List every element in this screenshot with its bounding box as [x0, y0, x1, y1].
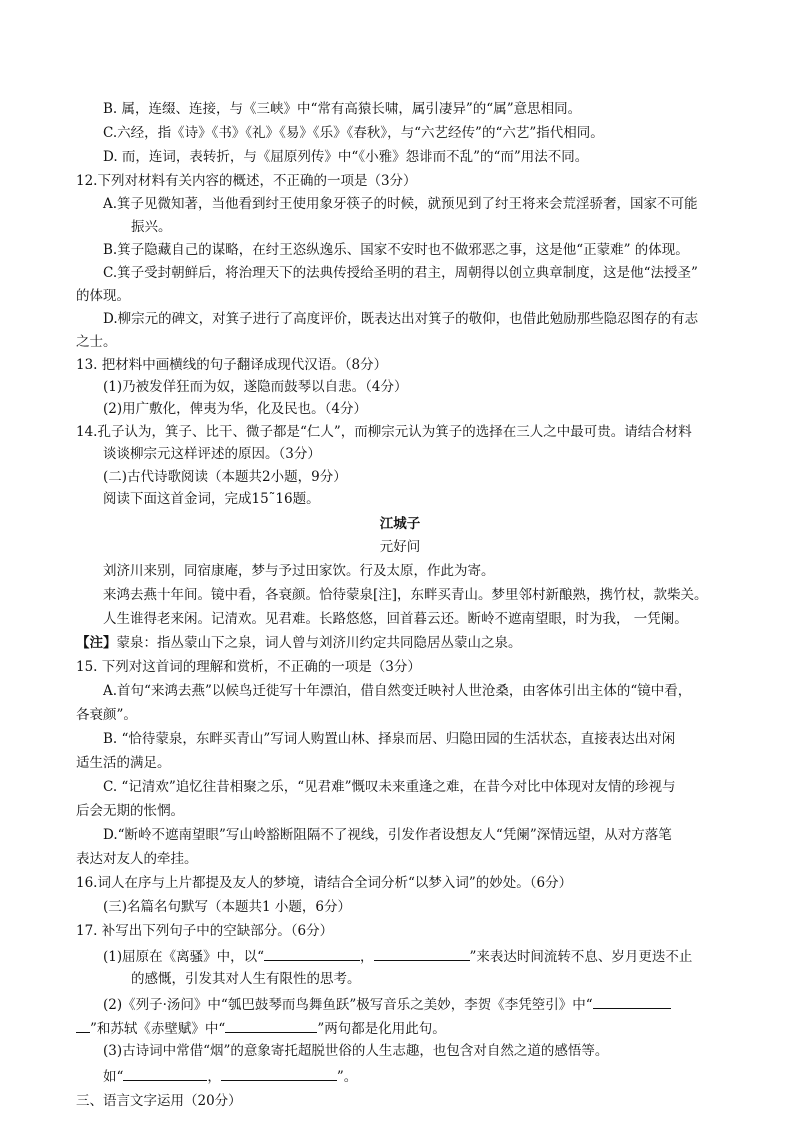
q14-stem-cont: 谈谈柳宗元这样评述的原因。（3分）	[103, 446, 321, 462]
q17-s3-prefix: 如“	[103, 1069, 124, 1085]
q17-stem: 17. 补写出下列句子中的空缺部分。（6分）	[76, 923, 334, 939]
fill-blank-5[interactable]	[123, 1066, 207, 1081]
fill-blank-1[interactable]	[264, 946, 360, 961]
q13-sentence-1: (1)乃被发佯狂而为奴，遂隐而鼓琴以自悲。（4分）	[103, 379, 408, 395]
q17-sentence-1	[103, 946, 692, 966]
q17-s3-suffix: ”。	[336, 1069, 358, 1085]
q11-option-c: C.六经，指《诗》《书》《礼》《易》《乐》《春秋》，与“六艺经传”的“六艺”指代相同。	[103, 125, 604, 141]
fill-blank-3-cont[interactable]	[76, 1018, 90, 1033]
q11-option-b: B. 属，连缀、连接，与《三峡》中“常有高猿长啸，属引凄异”的“属”意思相同。	[103, 101, 582, 117]
q17-s1-separator: ，	[360, 949, 374, 965]
q15-option-c-cont: 后会无期的怅惘。	[76, 803, 184, 819]
poem-title: 江城子	[379, 516, 421, 532]
q14-stem: 14.孔子认为，箕子、比干、微子都是“仁人”，而柳宗元认为箕子的选择在三人之中最可贵。请结合材料	[76, 424, 692, 440]
section-intro: 阅读下面这首金词，完成15˜16题。	[103, 491, 320, 507]
q13-sentence-2: (2)用广敷化，俾夷为华，化及民也。（4分）	[103, 401, 367, 417]
q12-option-d: D.柳宗元的碑文，对箕子进行了高度评价，既表达出对箕子的敬仰，也借此勉励那些隐忍图存的有志	[103, 311, 699, 327]
poem-note-label: 【注】	[76, 635, 117, 651]
poem-line-2: 人生谁得老来闲。记清欢。见君难。长路悠悠，回首暮云还。断岭不遮南望眼，时为我， 一凭阑。	[103, 611, 688, 627]
q12-option-c: C.箕子受封朝鲜后，将治理天下的法典传授给圣明的君主，周朝得以创立典章制度，这是他“法授圣”	[103, 265, 698, 281]
q12-stem: 12.下列对材料有关内容的概述，不正确的一项是（3分）	[76, 173, 417, 189]
q17-s1-prefix: (1)屈原在《离骚》中，以“	[103, 949, 265, 965]
q17-sentence-3: (3)古诗词中常借“烟”的意象寄托超脱世俗的人生志趣，也包含对自然之道的感悟等。	[103, 1043, 609, 1059]
q15-option-d-cont: 表达对友人的牵挂。	[76, 851, 198, 867]
q15-option-a: A.首句“来鸿去燕”以候鸟迁徙写十年漂泊，借自然变迁映衬人世沧桑，由客体引出主体的“镜中看，	[103, 683, 692, 699]
poem-preface: 刘济川来别，同宿康庵，梦与予过田家饮。行及太原，作此为寄。	[103, 563, 495, 579]
section-heading-recitation: (三)名篇名句默写（本题共1 小题，6分）	[103, 899, 352, 915]
q11-option-d: D. 而，连词，表转折，与《屈原列传》中“《小雅》怨诽而不乱”的“而”用法不同。	[103, 149, 589, 165]
q17-sentence-3-blanks	[103, 1066, 357, 1086]
fill-blank-4[interactable]	[225, 1018, 317, 1033]
q15-stem: 15. 下列对这首词的理解和赏析，不正确的一项是（3分）	[76, 659, 421, 675]
q17-sentence-1-cont: 的感慨，引发其对人生有限性的思考。	[131, 971, 361, 987]
q15-option-b-cont: 适生活的满足。	[76, 755, 171, 771]
q17-s2-prefix: (2)《列子·汤问》中“瓠巴鼓琴而鸟舞鱼跃”极写音乐之美妙，李贺《李凭箜引》中“	[103, 997, 593, 1013]
part-three-heading: 三、语言文字运用（20分）	[76, 1093, 242, 1109]
q17-s1-suffix: ”来表达时间流转不息、岁月更迭不止	[469, 949, 693, 965]
q12-option-a: A.箕子见微知著，当他看到纣王使用象牙筷子的时候，就预见到了纣王将来会荒淫骄奢，国家不可能	[103, 196, 698, 212]
q12-option-b: B.箕子隐藏自己的谋略，在纣王恣纵逸乐、国家不安时也不做邪恶之事，这是他“正蒙难” 的体现。	[103, 242, 689, 258]
poem-line-1: 来鸿去燕十年间。镜中看，各衰颜。恰待蒙泉[注]，东畔买青山。梦里邻村新酿熟，携竹杖，款柴关。	[103, 587, 708, 603]
fill-blank-2[interactable]	[374, 946, 470, 961]
q17-s2-middle: ”和苏轼《赤壁赋》中“	[90, 1021, 226, 1037]
q13-stem: 13. 把材料中画横线的句子翻译成现代汉语。（8分）	[76, 357, 388, 373]
q17-sentence-2-cont	[76, 1018, 446, 1038]
q15-option-a-cont: 各衰颜”。	[76, 707, 137, 723]
q15-option-b: B. “恰待蒙泉，东畔买青山”写词人购置山林、择泉而居、归隐田园的生活状态，直接表达出对闲	[103, 731, 676, 747]
q17-s2-suffix: ”两句都是化用此句。	[317, 1021, 446, 1037]
q12-option-a-cont: 振兴。	[131, 219, 172, 235]
fill-blank-3[interactable]	[593, 994, 671, 1009]
q12-option-c-cont: 的体现。	[76, 288, 130, 304]
poem-note	[76, 634, 522, 652]
q15-option-d: D.“断岭不遮南望眼”写山岭豁断阻隔不了视线，引发作者设想友人“凭阑”深情远望，从对方落笔	[103, 827, 672, 843]
poem-note-text: 蒙泉：指丛蒙山下之泉，词人曾与刘济川约定共同隐居丛蒙山之泉。	[116, 635, 522, 651]
q12-option-d-cont: 之士。	[76, 334, 117, 350]
q17-sentence-2	[103, 994, 671, 1014]
poem-author: 元好问	[379, 539, 421, 555]
q16-stem: 16.词人在序与上片都提及友人的梦境，请结合全词分析“以梦入词”的妙处。（6分）	[76, 875, 573, 891]
section-heading-poetry: (二)古代诗歌阅读（本题共2小题，9分）	[103, 469, 347, 485]
q17-s3-separator: ，	[207, 1069, 221, 1085]
q15-option-c: C. “记清欢”追忆往昔相聚之乐，“见君难”慨叹未来重逢之难，在昔今对比中体现对友情的珍视与	[103, 779, 676, 795]
fill-blank-6[interactable]	[221, 1066, 337, 1081]
